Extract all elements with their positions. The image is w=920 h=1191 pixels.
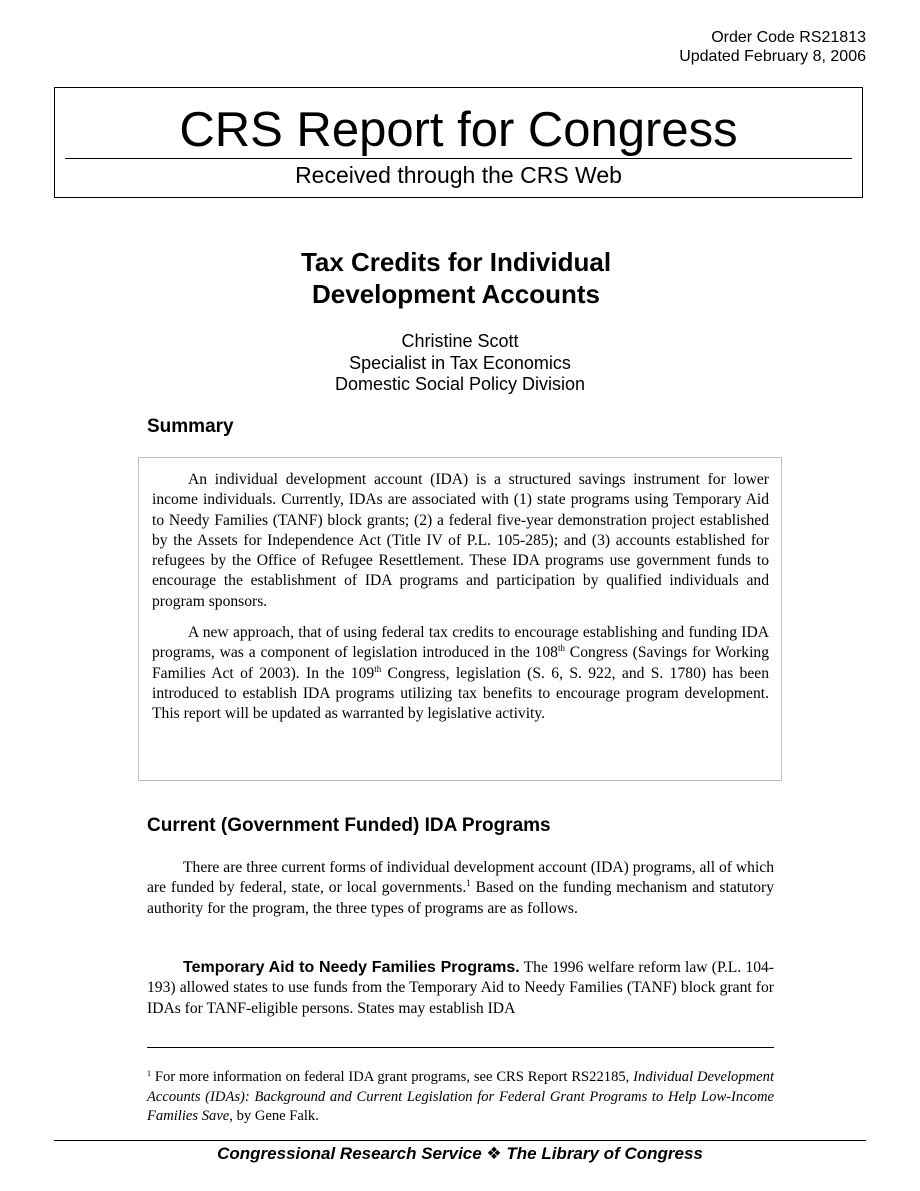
section-heading-current-programs: Current (Government Funded) IDA Programs [147,815,551,836]
footnote-text-start: For more information on federal IDA grant programs, see CRS Report RS22185, [151,1069,634,1085]
masthead-title: CRS Report for Congress [179,103,738,157]
footnote-divider [147,1047,774,1048]
footnote-text-end: , by Gene Falk. [229,1108,319,1124]
summary-p2-text-2: Congress (Savings for Working Families Act of 2003). In the 109 [152,644,769,682]
body-paragraph-1 [147,858,774,919]
summary-p2-text-3: Congress, legislation (S. 6, S. 922, and S. 1780) has been introduced to establish IDA programs utilizing tax benefits to encourage program development. This report will be updated as warranted by legislative activity. [152,664,769,723]
masthead-subtitle: Received through the CRS Web [295,162,622,188]
footnote-marker[interactable]: 1 [466,878,471,889]
author-division: Domestic Social Policy Division [334,374,586,394]
summary-p2-text-1: A new approach, that of using federal tax credits to encourage establishing and funding IDA programs, was a component of legislation introduced in the 108 [152,624,769,662]
body-paragraph-2 [147,958,774,1019]
order-code-block [679,28,866,66]
footnote-number: 1 [147,1069,151,1078]
ordinal-suffix: th [374,663,382,674]
document-title-line2: Development Accounts [312,279,600,309]
summary-heading: Summary [147,416,234,437]
summary-paragraph-1: An individual development account (IDA) is a structured savings instrument for lower income individuals. Currently, IDAs are associated with (1) state programs using Temporary Aid to Needy Families (TANF) block grants; (2) a federal five-year demonstration project established by the Assets for Independence Act (Title IV of P.L. 105-285); and (3) accounts established for refugees by the Office of Refugee Resettlement. These IDA programs use government funds to encourage the establishment of IDA programs and participation by qualified individuals and program sponsors. [152,471,769,610]
author-block [0,331,920,396]
updated-date: Updated February 8, 2006 [679,48,866,65]
masthead-divider [65,158,852,159]
author-name: Christine Scott [401,331,519,351]
masthead-box [54,87,863,198]
author-position: Specialist in Tax Economics [349,352,571,373]
document-title-line1: Tax Credits for Individual [300,247,612,277]
order-code: Order Code RS21813 [711,29,866,46]
body-p1-rest: Based on the funding mechanism and statutory authority for the program, the three types of programs are as follows. [147,879,774,917]
summary-paragraph-2 [152,623,769,724]
ordinal-suffix: th [557,643,565,654]
page-footer: Congressional Research Service ❖ The Library of Congress [217,1144,703,1163]
footnote-cited-title: Individual Development Accounts (IDAs): Background and Current Legislation for Federal Grant Programs to Help Low-Income Families Save [147,1069,774,1124]
summary-box [138,457,782,781]
runin-heading-tanf: Temporary Aid to Needy Families Programs. [183,959,520,976]
footnote [147,1068,774,1127]
body-p1-text: There are three current forms of individual development account (IDA) programs, all of which are funded by federal, state, or local governments. [147,859,774,897]
document-title [0,246,912,310]
body-p2-text: The 1996 welfare reform law (P.L. 104-193) allowed states to use funds from the Temporary Aid to Needy Families (TANF) block grant for IDAs for TANF-eligible persons. States may establish IDA [147,959,774,1017]
footer-divider [54,1140,866,1141]
